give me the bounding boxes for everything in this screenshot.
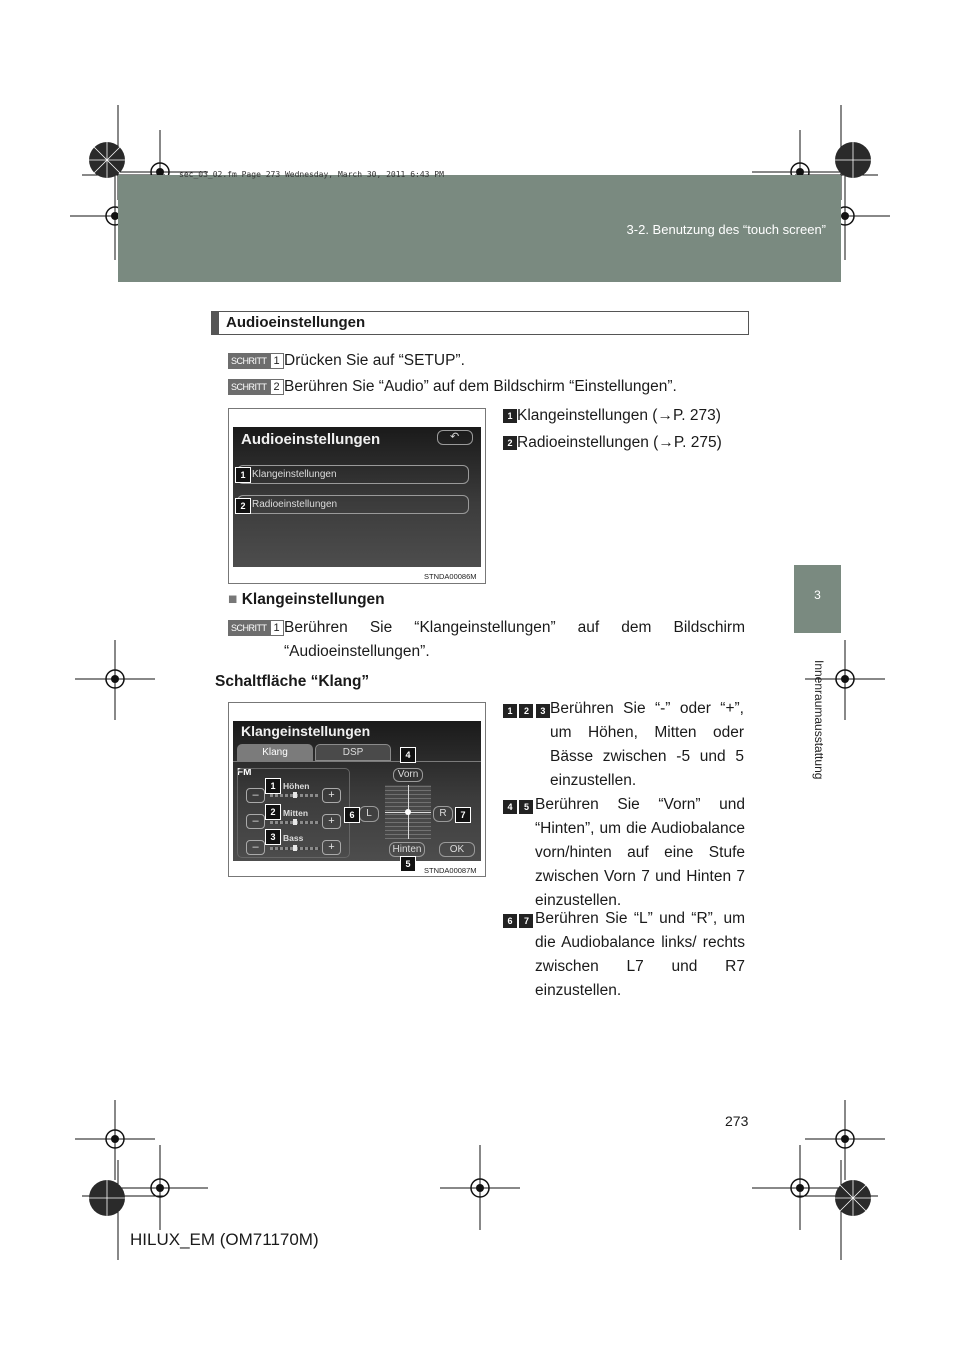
number-badge: 1	[503, 704, 517, 718]
slider-label-mitten: Mitten	[283, 808, 309, 818]
screen-display	[233, 427, 481, 567]
step-tag-3	[228, 620, 284, 636]
ok-button[interactable]: OK	[439, 842, 475, 857]
description-text: Berühren Sie “L” und “R”, um die Audiobalance links/ rechts zwischen L7 und R7 einzustellen.	[535, 910, 745, 999]
number-badge: 3	[536, 704, 550, 718]
step-tag-number: 2	[270, 379, 284, 395]
callout-3: 3	[265, 829, 281, 845]
step-text-3: Berühren Sie “Klangeinstellungen” auf dem Bildschirm “Audioeinstellungen”.	[284, 619, 745, 660]
footer-model-code: HILUX_EM (OM71170M)	[130, 1230, 319, 1249]
callout-5: 5	[400, 856, 416, 872]
screen-title: Audioeinstellungen	[241, 431, 381, 448]
hinten-button[interactable]: Hinten	[389, 842, 425, 857]
file-stamp: sec_03_02.fm Page 273 Wednesday, March 30, 2011 6:43 PM	[179, 170, 444, 179]
slider-label-hoehen: Höhen	[283, 781, 310, 791]
step-tag-2	[228, 379, 284, 395]
radioeinstellungen-button[interactable]	[237, 495, 469, 514]
mitten-plus-button[interactable]: +	[322, 814, 341, 829]
subsection-heading	[228, 591, 385, 609]
number-badge: 2	[503, 436, 517, 450]
tab-underline	[233, 761, 481, 762]
step-tag-label: SCHRITT	[228, 379, 270, 395]
mitten-minus-button[interactable]: –	[246, 814, 265, 829]
hoehen-plus-button[interactable]: +	[322, 788, 341, 803]
tab-klang[interactable]	[237, 744, 313, 761]
section-header-title: 3-2. Benutzung des “touch screen”	[626, 222, 826, 237]
vorn-button[interactable]: Vorn	[393, 768, 423, 782]
step-tag-label: SCHRITT	[228, 353, 270, 369]
image-code: STNDA00087M	[424, 866, 477, 875]
list-item-text: Klangeinstellungen (→P. 273)	[517, 407, 721, 424]
heading-bar	[212, 312, 219, 334]
step-text-1: Drücken Sie auf “SETUP”.	[284, 352, 465, 369]
screenshot-klangeinstellungen	[228, 702, 486, 877]
list-item	[503, 404, 721, 428]
callout-1: 1	[265, 778, 281, 794]
tab-label: Klang	[262, 747, 288, 758]
tab-label: DSP	[342, 747, 364, 758]
screen-title: Klangeinstellungen	[241, 723, 371, 739]
number-badges	[503, 912, 533, 930]
mitten-slider-knob[interactable]	[293, 819, 297, 825]
bass-slider-knob[interactable]	[293, 845, 297, 851]
callout-1: 1	[235, 467, 251, 483]
screen-display	[233, 721, 481, 861]
callout-2: 2	[265, 804, 281, 820]
callout-4: 4	[400, 747, 416, 763]
step-text-2: Berühren Sie “Audio” auf dem Bildschirm “Einstellungen”.	[284, 378, 677, 395]
number-badge: 6	[503, 914, 517, 928]
page-number: 273	[725, 1113, 749, 1129]
source-label: FM	[237, 767, 252, 778]
number-badge: 4	[503, 800, 517, 814]
balance-point[interactable]	[405, 809, 411, 815]
slider-label-bass: Bass	[283, 833, 304, 843]
klangeinstellungen-button[interactable]	[237, 465, 469, 484]
number-badge: 7	[519, 914, 533, 928]
chapter-label: Innenraumausstattung	[812, 660, 826, 780]
chapter-number: 3	[814, 588, 821, 602]
description-text: Berühren Sie “Vorn” und “Hinten”, um die Audiobalance vorn/hinten auf eine Stufe zwischen Vorn 7 und Hinten 7 einzustellen.	[535, 796, 745, 909]
callout-6: 6	[344, 807, 360, 823]
left-button[interactable]: L	[359, 806, 379, 822]
hoehen-minus-button[interactable]: –	[246, 788, 265, 803]
button-heading: Schaltfläche “Klang”	[215, 673, 370, 690]
number-badge: 5	[519, 800, 533, 814]
bass-plus-button[interactable]: +	[322, 840, 341, 855]
hoehen-slider-knob[interactable]	[293, 792, 297, 798]
list-item-text: Radioeinstellungen (→P. 275)	[517, 434, 722, 451]
button-label: Klangeinstellungen	[252, 469, 337, 480]
square-bullet-icon: ■	[228, 591, 238, 608]
image-code: STNDA00086M	[424, 572, 477, 581]
section-heading-text: Audioeinstellungen	[226, 314, 366, 331]
back-arrow-icon: ↶	[450, 431, 460, 443]
list-item	[503, 431, 722, 455]
number-badges	[503, 798, 533, 816]
button-label: Radioeinstellungen	[252, 499, 338, 510]
screenshot-audioeinstellungen	[228, 408, 486, 584]
number-badge: 1	[503, 409, 517, 423]
section-heading	[211, 311, 749, 335]
callout-2: 2	[235, 498, 251, 514]
right-button[interactable]: R	[433, 806, 453, 822]
tab-dsp[interactable]	[315, 744, 391, 761]
callout-7: 7	[455, 807, 471, 823]
step-tag-1	[228, 353, 284, 369]
step-tag-number: 1	[270, 620, 284, 636]
description-text: Berühren Sie “-” oder “+”, um Höhen, Mitten oder Bässe zwischen -5 und 5 einzustellen.	[550, 700, 744, 789]
number-badge: 2	[519, 704, 533, 718]
back-button[interactable]	[437, 430, 473, 445]
subsection-heading-text: Klangeinstellungen	[241, 591, 385, 608]
step-tag-number: 1	[270, 353, 284, 369]
number-badges	[503, 702, 550, 720]
bass-minus-button[interactable]: –	[246, 840, 265, 855]
step-tag-label: SCHRITT	[228, 620, 270, 636]
